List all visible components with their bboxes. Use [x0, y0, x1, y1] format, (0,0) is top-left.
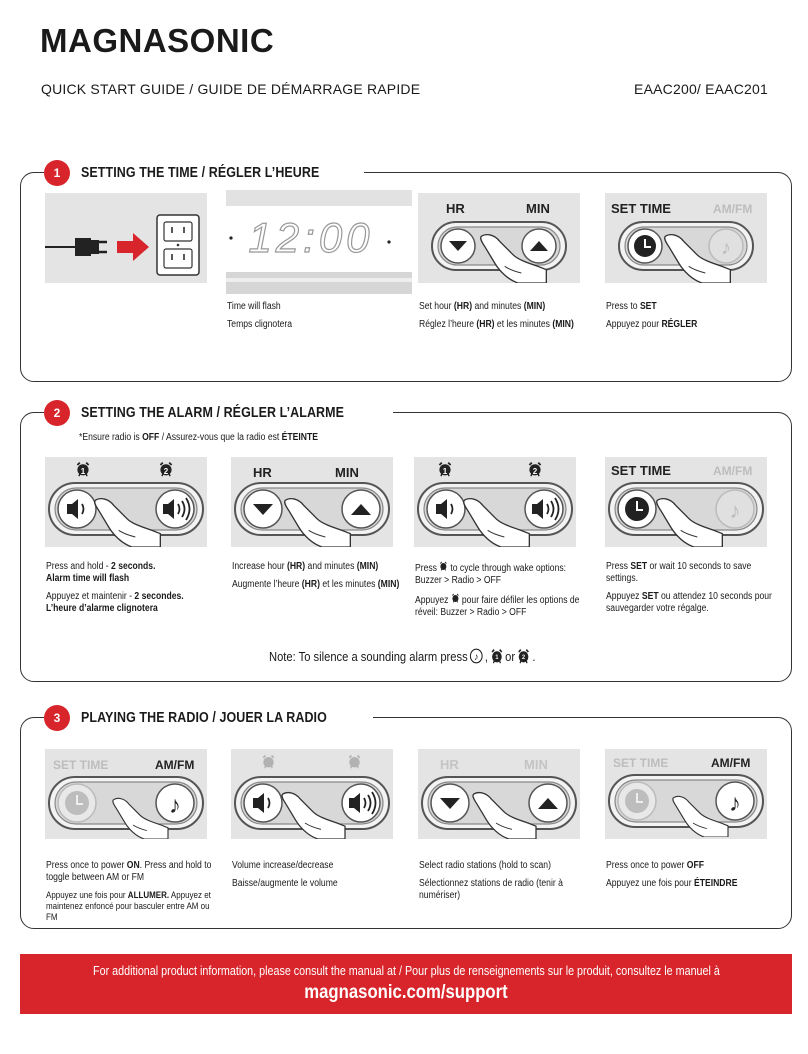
music-note-icon: ♪ — [729, 498, 741, 523]
brand-logo: MAGNASONIC — [40, 22, 275, 59]
svg-text:MIN: MIN — [335, 465, 359, 480]
alarm-2-button[interactable] — [156, 490, 194, 528]
alarm-icon — [439, 561, 448, 571]
section-header — [44, 160, 364, 186]
svg-text:2: 2 — [522, 654, 526, 662]
support-link[interactable]: magnasonic.com/support — [304, 982, 508, 1003]
section-setting-time — [20, 165, 792, 382]
power-off-panel — [605, 749, 767, 839]
section-header — [44, 705, 373, 731]
svg-text:AM/FM: AM/FM — [155, 758, 195, 772]
clock-display — [226, 190, 412, 294]
section-title: SETTING THE ALARM / RÉGLER L’ALARME — [81, 405, 345, 421]
section-header — [44, 400, 393, 426]
svg-text:HR: HR — [446, 201, 465, 216]
caption-set-hour: Set hour (HR) and minutes (MIN) Réglez l’heure (HR) et les minutes (MIN) — [419, 301, 574, 330]
svg-text:HR: HR — [440, 757, 459, 772]
caption-increase-hour: Increase hour (HR) and minutes (MIN) Augmente l’heure (HR) et les minutes (MIN) — [232, 561, 400, 590]
svg-text:MIN: MIN — [524, 757, 548, 772]
svg-text:1: 1 — [495, 654, 499, 662]
svg-text:HR: HR — [253, 465, 272, 480]
plug-illustration — [45, 193, 207, 283]
alarm-buttons-panel-2 — [414, 457, 576, 547]
alarm-buttons-panel — [45, 457, 207, 547]
caption-power-off: Press once to power OFF Appuyez une fois pour ÉTEINDRE — [606, 860, 738, 889]
svg-text:SET TIME: SET TIME — [611, 463, 671, 478]
svg-text:2: 2 — [163, 467, 169, 476]
music-note-circle-icon — [469, 648, 483, 664]
caption-save-settings: Press SET or wait 10 seconds to save settings. Appuyez SET ou attendez 10 seconds pour sauvegarder votre régalge. — [606, 561, 772, 614]
svg-text:AM/FM: AM/FM — [713, 202, 753, 216]
section-number-badge: 3 — [44, 705, 70, 731]
svg-text:AM/FM: AM/FM — [713, 464, 753, 478]
caption-press-set: Press to SET Appuyez pour RÉGLER — [606, 301, 698, 330]
svg-text:1: 1 — [80, 467, 86, 476]
caption-wake-options: Press to cycle through wake options: Buzzer > Radio > OFF Appuyez pour faire défiler les options de réveil: Buzzer > Radio > OFF — [415, 563, 580, 618]
radio-off-note: *Ensure radio is OFF / Assurez-vous que la radio est ÉTEINTE — [79, 432, 318, 443]
section-title: SETTING THE TIME / RÉGLER L’HEURE — [81, 165, 320, 181]
guide-subtitle: QUICK START GUIDE / GUIDE DE DÉMARRAGE RAPIDE — [41, 81, 421, 97]
caption-press-hold: Press and hold - 2 seconds. Alarm time will flash Appuyez et maintenir - 2 secondes. L’heure d’alarme clignotera — [46, 561, 184, 614]
section-playing-radio — [20, 710, 792, 929]
support-footer — [20, 954, 792, 1014]
alarm-2-button[interactable] — [525, 490, 563, 528]
section-number-badge: 1 — [44, 160, 70, 186]
svg-text:MIN: MIN — [526, 201, 550, 216]
svg-text:AM/FM: AM/FM — [711, 756, 751, 770]
section-title: PLAYING THE RADIO / JOUER LA RADIO — [81, 710, 327, 726]
caption-volume: Volume increase/decrease Baisse/augmente le volume — [232, 860, 338, 889]
alarm-icon — [451, 593, 460, 603]
am-fm-panel — [45, 749, 207, 839]
svg-text:SET TIME: SET TIME — [53, 758, 109, 772]
set-time-panel — [605, 193, 767, 283]
volume-up-button[interactable] — [342, 784, 380, 822]
station-panel — [418, 749, 580, 839]
caption-time-flash: Time will flash Temps clignotera — [227, 301, 293, 330]
hr-min-panel — [418, 193, 580, 283]
volume-panel — [231, 749, 393, 839]
footer-info-text: For additional product information, please consult the manual at / Pour plus de renseignements sur le produit, consultez le manuel à — [92, 964, 720, 978]
music-note-icon: ♪ — [169, 792, 181, 819]
svg-text:2: 2 — [532, 467, 538, 476]
model-number: EAAC200/ EAAC201 — [634, 81, 768, 97]
display-time: 12:00 — [248, 214, 374, 261]
silence-alarm-note: Note: To silence a sounding alarm press ♪ , 1 or 2 . — [269, 648, 536, 664]
section-setting-alarm — [20, 405, 792, 682]
alarm-1-icon — [490, 648, 504, 664]
svg-text:SET TIME: SET TIME — [613, 756, 669, 770]
section-number-badge: 2 — [44, 400, 70, 426]
music-note-icon: ♪ — [721, 237, 731, 259]
svg-text:1: 1 — [442, 467, 448, 476]
music-note-icon: ♪ — [729, 790, 741, 817]
caption-power-on: Press once to power ON. Press and hold to toggle between AM or FM Appuyez une fois pour ALLUMER. Appuyez et maintenez enfoncé pour basculer entre AM ou FM — [46, 860, 212, 922]
svg-text:♪: ♪ — [474, 651, 479, 664]
plug-to-outlet-icon — [45, 193, 207, 283]
hr-min-panel — [231, 457, 393, 547]
caption-select-station: Select radio stations (hold to scan) Sélectionnez stations de radio (tenir à numériser) — [419, 860, 563, 901]
alarm-2-icon — [517, 648, 531, 664]
set-time-panel — [605, 457, 767, 547]
svg-text:SET TIME: SET TIME — [611, 201, 671, 216]
